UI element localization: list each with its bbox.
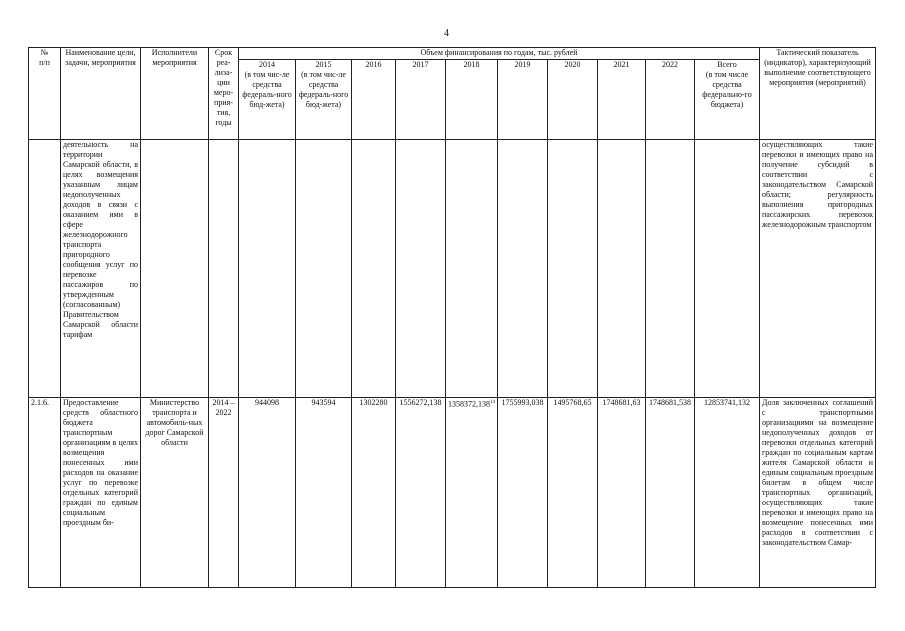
header-term: Срок реа-лиза-ции меро-прия-тия, годы	[209, 48, 239, 140]
row1-name: деятельность на территории Самарской области, в целях возмещения указанным лицам недополученных доходов в связи с оказанием ими в сфере железнодорожного транспорта пригородного сообщения услуг по перевозке пассажиров по утвержденным (согласованным) Правительством Самарской области тарифам	[61, 140, 141, 398]
row2-2019: 1755993,038	[498, 398, 548, 588]
table-row	[29, 398, 876, 588]
row2-2017: 1556272,138	[396, 398, 446, 588]
header-indicator: Тактический показатель (индикатор), характеризующий выполнение соответствующего мероприятия (мероприятий)	[760, 48, 876, 140]
header-2022: 2022	[646, 60, 695, 140]
row2-indicator: Доля заключенных соглашений с транспортными организациями на возмещение недополученных доходов от перевозки отдельных категорий граждан по социальным картам жителя Самарской области и единым социальным проездным билетам в общем числе транспортных организаций, осуществляющих такие перевозки и имеющих право на возмещение понесенных ими расходов в соответствии с законодательством Самар-	[760, 398, 876, 588]
row2-2014: 944098	[239, 398, 296, 588]
header-2021: 2021	[598, 60, 646, 140]
row2-2020: 1495768,65	[548, 398, 598, 588]
header-2015: 2015 (в том чис-ле средства федераль-ного бюд-жета)	[296, 60, 352, 140]
table-row	[29, 140, 876, 398]
header-2017: 2017	[396, 60, 446, 140]
row2-term: 2014 – 2022	[209, 398, 239, 588]
header-financing-title: Объем финансирования по годам, тыс. рублей	[239, 48, 760, 60]
header-num: № п/п	[29, 48, 61, 140]
header-executors: Исполнители мероприятия	[141, 48, 209, 140]
header-2019: 2019	[498, 60, 548, 140]
row2-name: Предоставление средств областного бюджета транспортным организациям в целях возмещения понесенных ими расходов на оказание услуг по перевозке отдельных категорий граждан по единым социальным проездным би-	[61, 398, 141, 588]
row2-2016: 1302280	[352, 398, 396, 588]
row2-2018-footnote: 14	[490, 400, 495, 405]
header-total: Всего (в том числе средства федерально-го бюджета)	[695, 60, 760, 140]
row2-executors: Министерство транспорта и автомобиль-ных дорог Самарской области	[141, 398, 209, 588]
header-2014: 2014 (в том чис-ле средства федераль-ного бюд-жета)	[239, 60, 296, 140]
header-2020: 2020	[548, 60, 598, 140]
row2-2015: 943594	[296, 398, 352, 588]
row2-total: 12853741,132	[695, 398, 760, 588]
row2-2022: 1748681,538	[646, 398, 695, 588]
header-name: Наименование цели, задачи, мероприятия	[61, 48, 141, 140]
financing-table	[28, 47, 876, 588]
row2-2021: 1748681,63	[598, 398, 646, 588]
row2-2018: 1358372,138	[448, 399, 490, 409]
header-2018: 2018	[446, 60, 498, 140]
row1-indicator: осуществляющих такие перевозки и имеющих право на получение субсидий в соответствии с законодательством Самарской области; регулярность выполнения пригородных пассажирских перевозок железнодорожным транспортом	[760, 140, 876, 398]
header-2016: 2016	[352, 60, 396, 140]
row2-num: 2.1.6.	[29, 398, 61, 588]
page-number: 4	[444, 28, 449, 39]
